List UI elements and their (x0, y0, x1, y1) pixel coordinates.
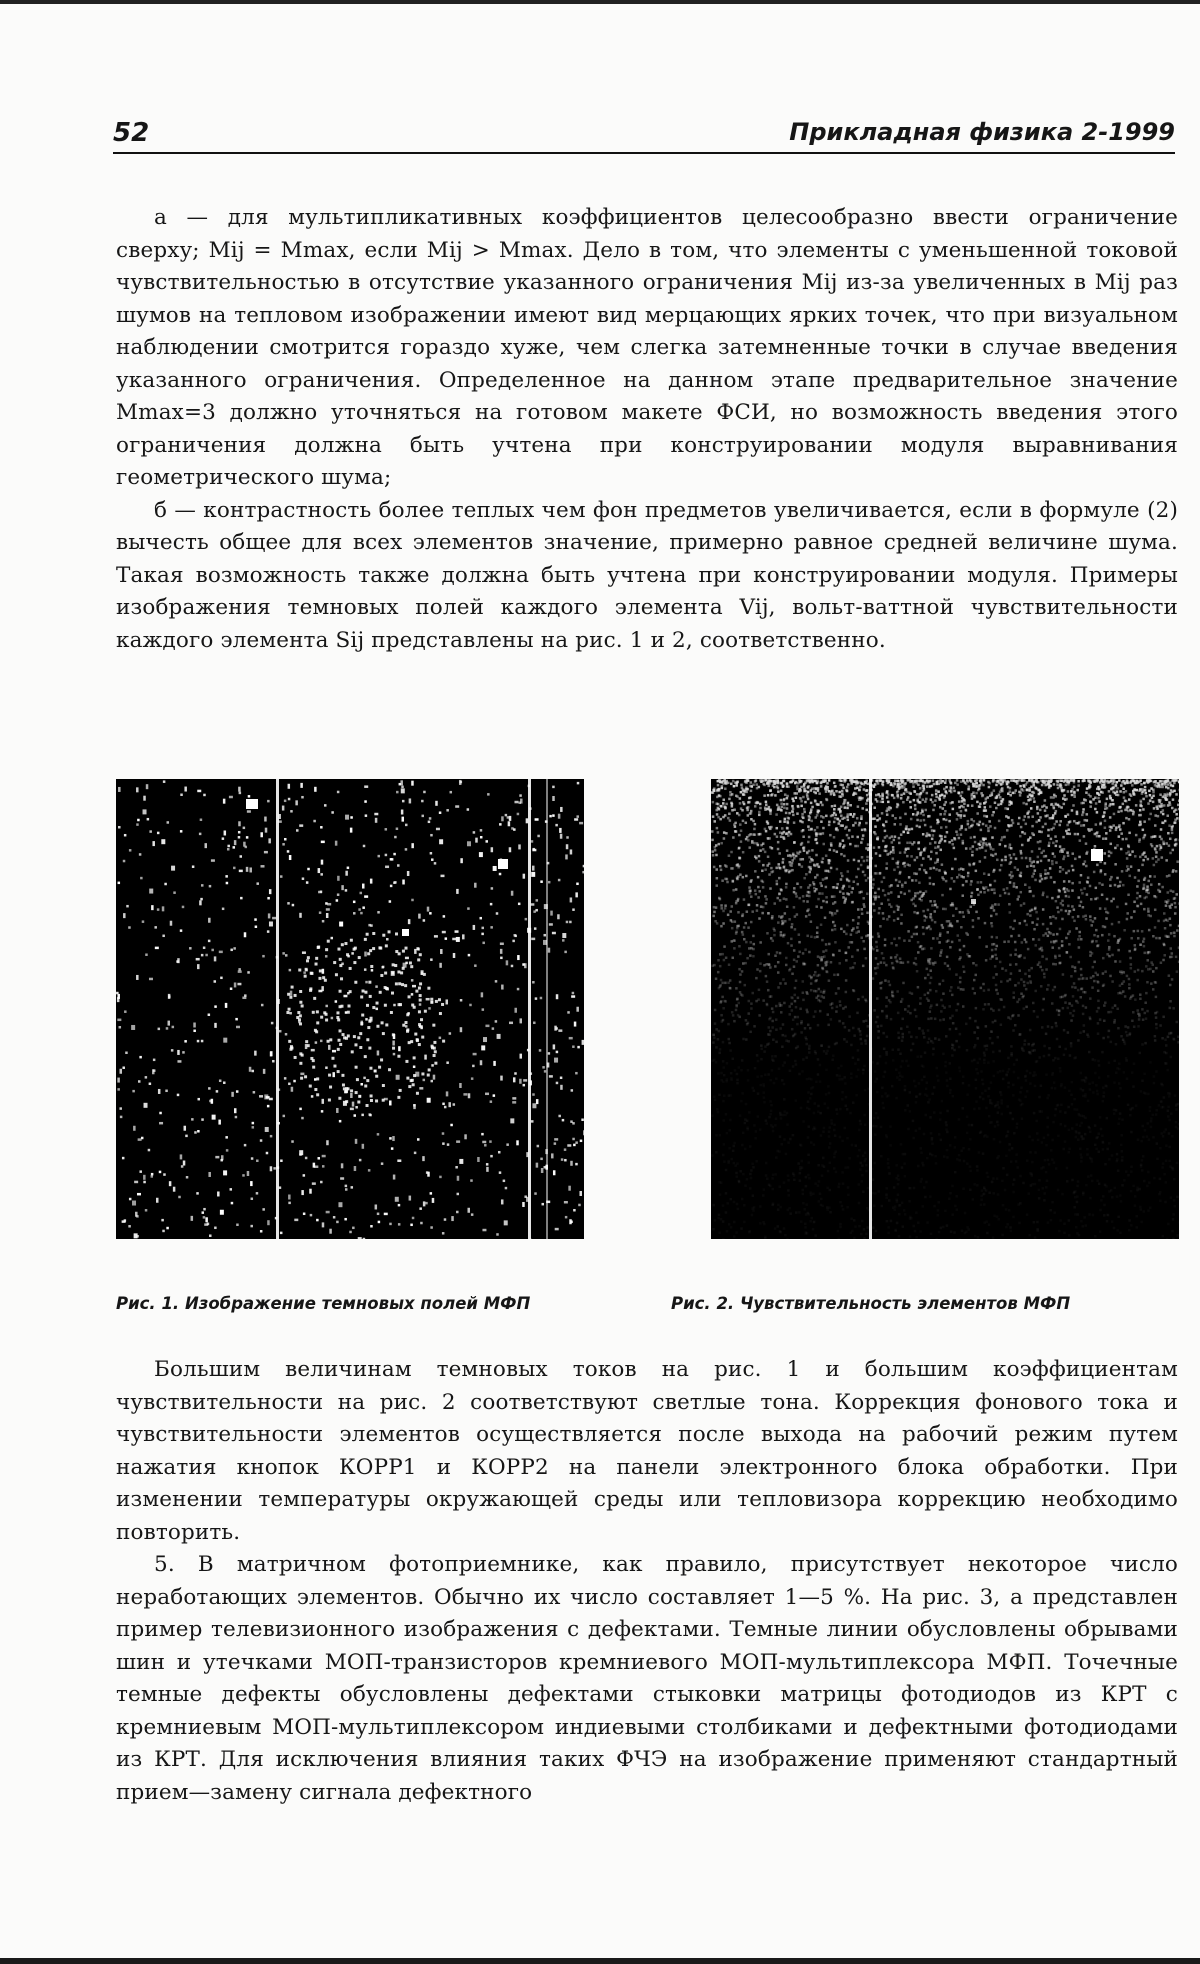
header-rule (113, 152, 1175, 154)
paragraph-5: 5. В матричном фотоприемнике, как правило, присутствует некоторое число неработающих элементов. Обычно их число составляет 1—5 %. На рис. 3, а представлен пример телевизионного изображения с дефектами. Темные линии обусловлены обрывами шин и утечками МОП-транзисторов кремниевого МОП-мультиплексора МФП. Точечные темные дефекты обусловлены дефектами стыковки матрицы фотодиодов из КРТ с кремниевым МОП-мультиплексором индиевыми столбиками и дефектными фотодиодами из КРТ. Для исключения влияния таких ФЧЭ на изображение применяют стандартный прием—замену сигнала дефектного (116, 1552, 1178, 1805)
figure-2-sensitivity-image (711, 779, 1179, 1239)
body-text-bottom (116, 1354, 1178, 1809)
scan-bottom-edge (0, 1958, 1200, 1964)
body-text-top (116, 202, 1178, 657)
paragraph-b: б — контрастность более теплых чем фон предметов увеличивается, если в формуле (2) вычесть общее для всех элементов значение, примерно равное средней величине шума. Такая возможность также должна быть учтена при конструировании модуля. Примеры изображения темновых полей каждого элемента Vij, вольт-ваттной чувствительности каждого элемента Sij представлены на рис. 1 и 2, соответственно. (116, 497, 1178, 653)
paragraph-results: Большим величинам темновых токов на рис. 1 и большим коэффициентам чувствительности на рис. 2 соответствуют светлые тона. Коррекция фонового тока и чувствительности элементов осуществляется после выхода на рабочий режим путем нажатия кнопок КОРР1 и КОРР2 на панели электронного блока обработки. При изменении температуры окружающей среды или тепловизора коррекцию необходимо повторить. (116, 1357, 1178, 1545)
figure-1-dark-field-image (116, 779, 584, 1239)
page-header (113, 118, 1175, 150)
paragraph-a: а — для мультипликативных коэффициентов целесообразно ввести ограничение сверху; Mij = Mmax, если Mij > Mmax. Дело в том, что элементы с уменьшенной токовой чувствительностью в отсутствие указанного ограничения Mij из-за увеличенных в Mij раз шумов на тепловом изображении имеют вид мерцающих ярких точек, что при визуальном наблюдении смотрится гораздо хуже, чем слегка затемненные точки в случае введения указанного ограничения. Определенное на данном этапе предварительное значение Mmax=3 должно уточняться на готовом макете ФСИ, но возможность введения этого ограничения должна быть учтена при конструировании модуля выравнивания геометрического шума; (116, 205, 1178, 490)
page-number: 52 (113, 118, 150, 148)
scan-top-edge (0, 0, 1200, 4)
figure-1-caption: Рис. 1. Изображение темновых полей МФП (116, 1294, 531, 1313)
figure-2-caption: Рис. 2. Чувствительность элементов МФП (671, 1294, 1071, 1313)
dark-field-noise-image (116, 779, 584, 1239)
journal-running-head: Прикладная физика 2-1999 (789, 118, 1175, 146)
sensitivity-map-image (711, 779, 1179, 1239)
